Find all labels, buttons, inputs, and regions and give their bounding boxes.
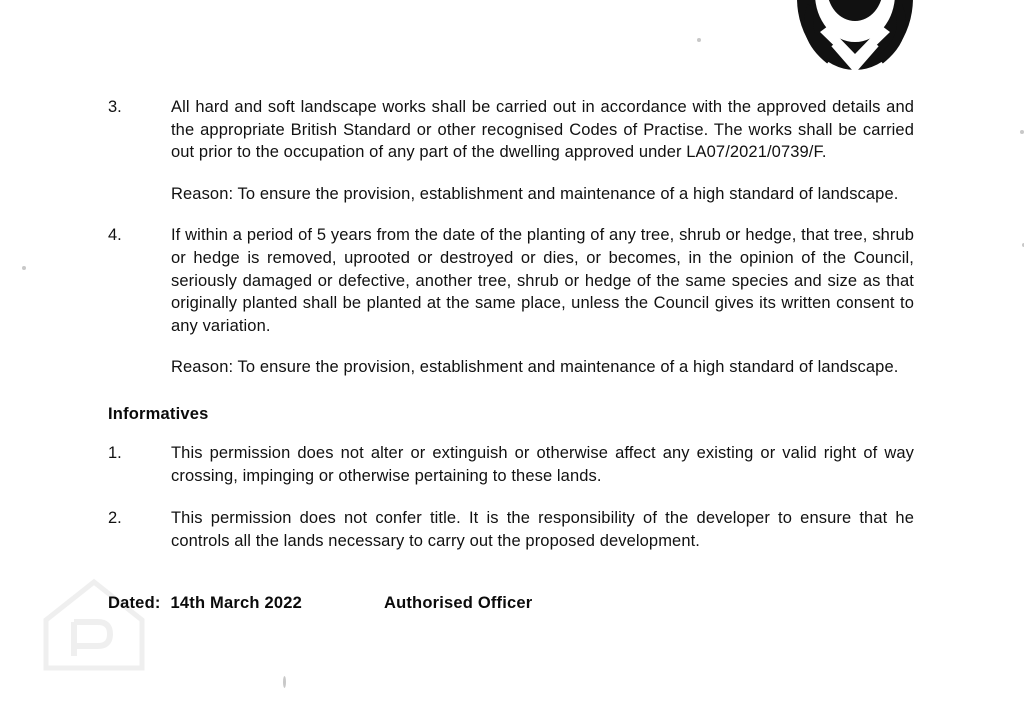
scan-artifact [22,266,26,270]
condition-item [108,96,914,205]
condition-text: All hard and soft landscape works shall be carried out in accordance with the approved details and the appropriate British Standard or other recognised Codes of Practise. The works shall be carried out prior to the occupation of any part of the dwelling approved under LA07/2021/0739/F. [171,98,914,162]
informative-body [171,507,914,552]
informative-number: 1. [108,443,122,462]
informative-text: This permission does not alter or extinguish or otherwise affect any existing or valid right of way crossing, impinging or otherwise pertaining to these lands. [171,443,914,485]
informative-item [108,507,914,552]
dated-value: 14th March 2022 [170,594,302,613]
informative-text: This permission does not confer title. It is the responsibility of the developer to ensure that he controls all the lands necessary to carry out the proposed development. [171,509,914,550]
document-content [108,96,914,613]
informatives-list [108,442,914,552]
council-crest-stamp [790,0,920,86]
condition-item [108,224,914,379]
informative-body [171,442,914,487]
informative-number: 2. [108,509,122,528]
scan-artifact [283,676,286,688]
scan-artifact [1020,130,1024,134]
dated-label: Dated: [108,594,161,613]
condition-body [171,96,914,205]
condition-text: If within a period of 5 years from the date of the planting of any tree, shrub or hedge, that tree, shrub or hedge is removed, uprooted or destroyed or dies, or becomes, in the opinion of the Council, seriously damaged or defective, another tree, shrub or hedge of the same species and size as that originally planted shall be planted at the same place, unless the Council gives its written consent to any variation. [171,226,914,335]
document-footer [108,594,914,613]
condition-reason: Reason: To ensure the provision, establishment and maintenance of a high standard of landscape. [171,184,899,203]
informatives-heading: Informatives [108,404,209,423]
condition-body [171,224,914,379]
informative-item [108,442,914,487]
authorised-officer-label: Authorised Officer [383,594,533,613]
condition-number: 3. [108,98,122,116]
scan-artifact [697,38,701,42]
condition-reason: Reason: To ensure the provision, establishment and maintenance of a high standard of landscape. [171,358,899,377]
condition-number: 4. [108,226,122,245]
